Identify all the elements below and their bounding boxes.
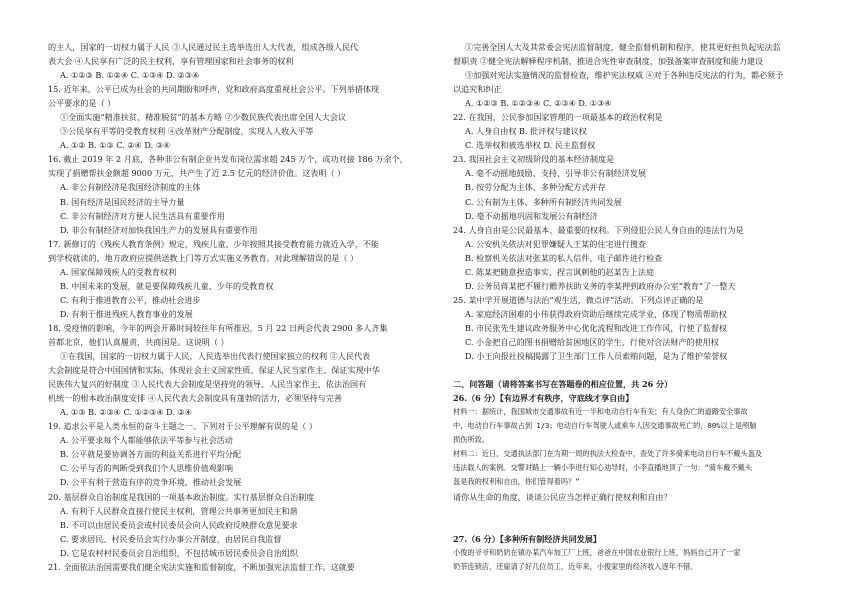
text-line: 实现了捐赠帮扶金额超 9000 万元，共产生了近 2.5 亿元的经济价值。这表明（ ） xyxy=(48,168,346,179)
text-line xyxy=(453,518,825,532)
text-line: 请你从生命的角度，谈谈公民应当怎样正确行使权利和自由？ xyxy=(453,491,672,502)
text-line: D. 小王向报社投稿揭露了卫生部门工作人员索贿问题，是为了维护荣誉权 xyxy=(465,351,728,362)
text-line: 违法载人的案例。交警对路上一辆小李进行知心劝导时，小李直播地顶了一句：“骑车戴不戴头 xyxy=(453,463,753,473)
text-line: 机统一的根本政治制度安排 ④人民代表大会制度具有蓬勃的活力，必须坚持与完善 xyxy=(48,393,342,404)
text-line: A. 公安机关依法对犯罪嫌疑人王某的住宅进行搜查 xyxy=(465,238,646,249)
text-line: D. 有利于推进残疾人教育事业的发展 xyxy=(60,308,193,319)
text-line: 到学校就读的，地方政府应提供送教上门等方式实施义务教育。对此理解错误的是（ ） xyxy=(48,252,359,263)
text-line: D. 公平有利于营造有序的竞争环境，推动社会发展 xyxy=(60,477,242,488)
text-line: A. 公平要求每个人都能够依法平等参与社会活动 xyxy=(60,435,233,446)
text-line: 盔是我的权利和自由，你们管得着吗？” xyxy=(453,477,580,487)
text-line: B. 国有经济是国民经济的主导力量 xyxy=(60,196,185,207)
text-line: 19. 追求公平是人类永恒的奋斗主题之一。下列对于公平理解有误的是（ ） xyxy=(48,421,317,432)
text-line: 小俊的爷爷和奶奶在镇办某汽车加工厂上班，爸爸在中国农业银行上班，妈妈自己开了一家 xyxy=(453,547,741,557)
text-line: D. 它是农村村民委员会自治组织，不包括城市居民委员会自治组织 xyxy=(60,547,298,558)
text-line: ③加强对宪法实施情况的监督检查，维护宪法权威 ④对于各种违反宪法的行为，都必须予 xyxy=(465,70,784,81)
text-line: A. 国家保障残疾人的受教育权利 xyxy=(60,266,177,277)
text-line: 23. 我国社会主义初级阶段的基本经济制度是 xyxy=(453,154,615,165)
text-line: A. ①③ B. ②③④ C. ①②③④ D. ②④ xyxy=(60,407,193,418)
text-line: 大会制度是符合中国国情和实际，体现社会主义国家性质、保证人民当家作主、保证实现中华 xyxy=(48,365,380,376)
text-line: ①完善全国人大及其常委会宪法监督制度，健全监督机制和程序，使其更好担负起宪法监 xyxy=(465,42,781,52)
text-line: D. 毫不动摇地巩固和发展公有制经济 xyxy=(465,210,598,221)
text-line: D. 非公有制经济对加快我国生产力的发展具有重要作用 xyxy=(60,224,258,235)
text-line: 18. 受疫情的影响，今年的两会开幕时间较往年有所推迟，5 月 22 日两会代表 2900 多人齐集 xyxy=(48,322,388,333)
text-line: 二、问答题（请将答案书写在答题卷的相应位置，共 26 分） xyxy=(453,379,673,390)
text-line: 16. 截止 2019 年 2 月底，各种非公有制企业共发布岗位需求超 245 万个，成功对接 186 万余个， xyxy=(48,154,408,165)
text-line: A. 毫不动摇地鼓励、支持、引导非公有制经济发展 xyxy=(465,168,646,179)
text-line: B. 市民张先生建议政务服务中心优化流程和改进工作作风，行使了监督权 xyxy=(465,322,728,333)
text-line: B. 按劳分配为主体、多种分配方式并存 xyxy=(465,182,606,193)
text-line: 21. 全面依法治国需要我们健全宪法实施和监督制度，不断加强宪法监督工作。这就要 xyxy=(48,561,355,572)
text-line: B. 检察机关依法对张某的私人信件、电子邮件进行检查 xyxy=(465,252,663,263)
right-column xyxy=(453,40,825,574)
text-line: A. 有利于人民群众直接行使民主权利，管理公共事务更加民主和谐 xyxy=(60,505,298,516)
text-line: C. 公有制为主体、多种所有制经济共同发展 xyxy=(465,196,622,207)
text-line: 表大会 ④人民享有广泛的民主权利，享有管理国家和社会事务的权利 xyxy=(48,56,294,67)
text-line: 26.（6 分）【有边界才有秩序，守底线才享自由】 xyxy=(453,393,634,404)
text-line: A. ①②③ B. ①②③④ C. ②③④ D. ①③④ xyxy=(465,98,612,109)
text-line: 民族伟大复兴的好制度 ③人民代表大会制度是坚持党的领导、人民当家作主、依法治国有 xyxy=(48,379,367,390)
text-line: 材料一：据统计，我国城市交通事故有近一半和电动自行车有关；有人身伤亡的道路安全事故 xyxy=(453,407,748,417)
text-line: A. 非公有制经济是我国经济制度的主体 xyxy=(60,182,201,193)
text-line xyxy=(453,363,825,377)
text-line: A. 人身自由权 B. 批评权与建议权 xyxy=(465,126,587,137)
text-line: 损伤所致。 xyxy=(453,435,489,445)
text-line: B. 公平就是要协调各方面的利益关系进行平均分配 xyxy=(60,449,242,460)
text-line: B. 不可以由居民委员会或村民委员会向人民政府反映群众意见要求 xyxy=(60,519,298,530)
text-line xyxy=(453,504,825,518)
text-line: C. 小金把自己的图书捐赠给贫困地区的学生，行使对合法财产的使用权 xyxy=(465,336,719,347)
text-line: 材料二：近日，交通执法部门在为期一周的执法大检查中，查处了许多骑乘电动自行车不戴头盔及 xyxy=(453,449,763,459)
text-line: 27.（6 分）【多种所有制经济共同发展】 xyxy=(453,533,601,544)
text-line: C. 要求居民、村民委员会实行办事公开制度，由居民自我监督 xyxy=(60,533,282,544)
text-line: C. 非公有制经济对方便人民生活具有重要作用 xyxy=(60,210,225,221)
text-line: D. 公务员蒋某把不履行赡养扶助义务的李某押到政府办公室“教育”了一整天 xyxy=(465,280,736,291)
left-column xyxy=(48,40,426,574)
text-line: ③公民享有平等的受教育权利 ④改革财产分配制度，实现人人收入平等 xyxy=(60,126,314,137)
text-line: C. 有利于推进教育公平，推动社会进步 xyxy=(60,294,201,305)
text-line: 奶茶连锁店，还雇请了好几位员工，近年来，小俊家里的经济收入逐年不错。 xyxy=(453,561,698,571)
text-line: 22. 在我国，公民参加国家管理的一项最基本的政治权利是 xyxy=(453,112,663,123)
text-line: 公平要求的是（ ） xyxy=(48,98,116,109)
text-line: ①全面实施“精准扶贫、精准脱贫”的基本方略 ②少数民族代表出席全国人大会议 xyxy=(60,112,347,123)
text-line: A. 家庭经济困难的小伟获得政府资助后继续完成学业，体现了物质帮助权 xyxy=(465,308,727,319)
text-line: A. ①②③ B. ①②④ C. ①③④ D. ②③④ xyxy=(60,70,200,81)
text-line: B. 中国未来的发展，就是要保障残疾儿童、少年的受教育权 xyxy=(60,280,274,291)
text-line: C. 选举权和被选举权 D. 民主监督权 xyxy=(465,140,596,151)
text-line: C. 陈某把随意捏造事实、捏言讽刺他的赵某告上法庭 xyxy=(465,266,655,277)
text-line: 督职责 ②健全宪法解释程序机制，推进合宪性审查制度，加强备案审查制度和能力建设 xyxy=(453,56,764,67)
text-line: 的主人，国家的一切权力属于人民 ③人民通过民主选举选出人大代表，组成各级人民代 xyxy=(48,42,359,52)
text-line: 25. 某中学开展道德与法治“观生活，微点评”活动。下列点评正确的是 xyxy=(453,294,704,305)
text-line: 17. 新修订的《残疾人教育条例》规定，残疾儿童、少年按照其接受教育能力就近入学，不能 xyxy=(48,238,380,249)
text-line: 24. 人身自由是公民最基本、最重要的权利。下列侵犯公民人身自由的违法行为是 xyxy=(453,224,744,235)
text-line: 20. 基层群众自治制度是我国的一项基本政治制度。实行基层群众自治制度 xyxy=(48,491,315,502)
text-line: A. ①② B. ①③ C. ②④ D. ③④ xyxy=(60,140,171,151)
text-line: 15. 近年来，公平已成为社会的共同期盼和呼声，党和政府高度重视社会公平。下列举措体现 xyxy=(48,84,380,95)
text-line: 中，电动自行车事故占到 1/3；电动自行车驾驶人或乘车人因交通事故死亡的，80%以上是颅脑 xyxy=(453,421,757,431)
text-line: ①在我国，国家的一切权力属于人民，人民选举出代表行使国家独立的权利 ②人民代表 xyxy=(60,351,371,362)
text-line: 首都北京，他们认真履责，共商国是。这说明（ ） xyxy=(48,336,229,347)
text-line: C. 公平与否的判断受到我们个人思维价值观影响 xyxy=(60,463,233,474)
text-line: 以追究和纠正 xyxy=(453,84,502,95)
